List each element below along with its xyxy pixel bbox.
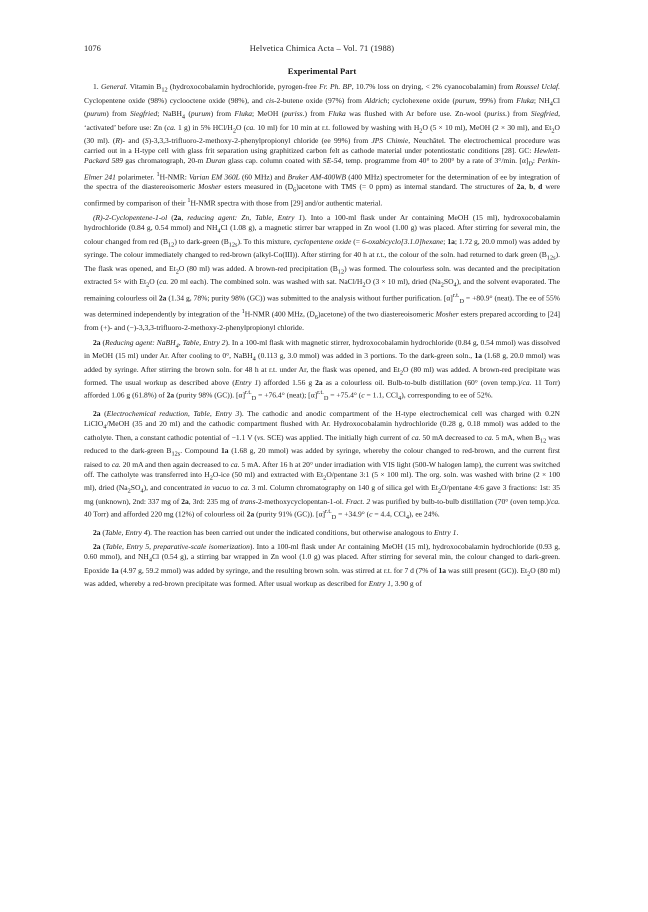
- section-title: Experimental Part: [287, 66, 357, 76]
- body-text: [84, 82, 560, 589]
- paragraph-entry-1: (R)-2-Cyclopentene-1-ol (2a, reducing agent: Zn, Table, Entry 1). Into a 100-ml flask under Ar containing MeOH (15 ml), hydroxocobalamin hydrochloride (0.84 g, 0.54 mmol) and $NH_4Cl$ (1.08 g), a magnetic stirrer bar wrapped in Zn wool (1.00 g) was placed. After stirring for several min, the colour changed from red $(B_{12})$ to dark-green $(B_{12s})$. To this mixture, cyclopentene oxide (= 6-oxabicyclo[3.1.0]hexane; 1a; 1.72 g, 20.0 mmol) was added by syringe. The colour immediately changed to red-brown (alkyl-Co(III)). After stirring for 40 h at r.t., the colour of the soln. had returned to dark green $(B_{12s})$. The flask was opened, and $Et_2O$ (80 ml) was added. A brown-red precipitation $(B_{12})$ was formed. The colourless soln. was decanted and the precipitation extracted 5× with $Et_2O$ (ca. 20 ml each). The combined soln. was washed with sat. NaCl/$H_2O$ (3 × 10 ml), dried $(Na_2SO_4)$, and the solvent evaporated. The remaining colourless oil 2a (1.34 g, 78%; purity 98% (GC)) was submitted to the analysis without further purification. $[\alpha]^{r.t.}_D = +80.9^\circ$ (neat). The ee of 55% was determined independently by integration of the $^1$H-NMR (400 MHz, $(D_6)acetone$) of the two diastereoisomeric Mosher esters prepared according to [24] from (+)- and (−)-3,3,3-trifluoro-2-methoxy-2-phenylpropionyl chloride.: [84, 213, 561, 332]
- paragraph-entry-4: 2a (Table, Entry 4). The reaction has been carried out under the indicated conditions, but otherwise analogous to Entry 1.: [93, 527, 459, 537]
- journal-title: Helvetica Chimica Acta – Vol. 71 (1988): [249, 44, 395, 53]
- paragraph-entry-3: 2a (Electrochemical reduction, Table, Entry 3). The cathodic and anodic compartment of the H-type electrochemical cell was charged with 0.2N LiClO$_4$/MeOH (35 and 20 ml) and the cathodic compartment flushed with Ar. Hydroxocobalamin hydrochloride (0.28 g, 0.18 mmol) was added to the catholyte. Then, a constant cathodic potential of −1.1 V (vs. SCE) was applied. The initially high current of ca. 50 mA decreased to ca. 5 mA, when $B_{12}$ was reduced to the dark-green $B_{12s}$. Compound 1a (1.68 g, 20 mmol) was added by syringe, whereby the colour changed to red-brown, and the current first raised to ca. 20 mA and then again decreased to ca. 5 mA. After 16 h at 20° under irradiation with VIS light (500-W halogen lamp), the current was switched off. The catholyte was transferred into $H_2O$-ice (50 ml) and extracted with $Et_2O$/pentane 3:1 (5 × 100 ml). The org. soln. was washed with brine (2 × 100 ml), dried $(Na_2SO_4)$, and concentrated in vacuo to ca. 3 ml. Column chromatography on 140 g of silica gel with $Et_2O$/pentane 4:6 gave 3 fractions: 1st: 35 mg (unknown), 2nd: 337 mg of 2a, 3rd: 235 mg of trans-2-methoxycyclopentan-1-ol. Fract. 2 was purified by bulb-to-bulb distillation (70° (oven temp.)/ca. 40 Torr) and afforded 220 mg (12%) of colourless oil 2a (purity 91% (GC)). $[\alpha]^{r.t.}_D = +34.9^\circ$ (c = 4.4, CCl$_4$), ee 24%.: [84, 408, 561, 521]
- paragraph-general: 1. General. Vitamin $B_{12}$ (hydroxocobalamin hydrochloride, pyrogen-free Fr. Ph. BP, 10.7% loss on drying, < 2% cyanocobalamin) from Roussel Uclaf. Cyclopentene oxide (98%) cyclooctene oxide (98%), and cis-2-butene oxide (97%) from Aldrich; cyclohexene oxide (purum, 99%) from Fluka; $NH_4Cl$ (purum) from Siegfried; NaBH$_4$ (purum) from Fluka; MeOH (puriss.) from Fluka was flushed with Ar before use. Zn-wool (puriss.) from Siegfried, ‘activated’ before use: Zn (ca. 1 g) in 5% HCl/$H_2O$ (ca. 10 ml) for 10 min at r.t. followed by washing with $H_2O$ (5 × 10 ml), MeOH (2 × 30 ml), and $Et_2O$ (30 ml). (R)- and (S)-3,3,3-trifluoro-2-methoxy-2-phenylpropionyl chloride (ee 99%) from JPS Chimie, Neuchâtel. The electrochemical procedure was carried out in a H-type cell with glass frit separation using graphitized carbon felt as cathode material under potentiostatic conditions [28]. GC: Hewlett-Packard 589 gas chromatograph, 20-m Duran glass cap. column coated with SE-54, temp. programme from 40° to 200° by a rate of 3°/min. $[\alpha]_D$: Perkin-Elmer 241 polarimeter. $^1$H-NMR: Varian EM 360L (60 MHz) and Bruker AM-400WB (400 MHz) spectrometer for the determination of ee by integration of the spectra of the diastereoisomeric Mosher esters measured in $(D_6)acetone$ with TMS (= 0 ppm) as internal standard. The structures of 2a, b, d were confirmed by comparison of their $^1$H-NMR spectra with those from [29] and/or authentic material.: [84, 82, 560, 208]
- page-number: 1076: [84, 44, 101, 53]
- paragraph-entry-5: 2a (Table, Entry 5, preparative-scale isomerization). Into a 100-ml flask under Ar containing MeOH (15 ml), hydroxocobalamin hydrochloride (0.93 g, 0.60 mmol), and $NH_4Cl$ (0.54 g), a stirring bar wrapped in Zn wool (1.0 g) was placed. After stirring for several min, the colour changed to dark-green. Epoxide 1a (4.97 g, 59.2 mmol) was added by syringe, and the resulting brown soln. was stirred at r.t. for 7 d (7% of 1a was still present (GC)). $Et_2O$ (80 ml) was added, whereby a red-brown precipitate was formed. After usual workup as described for Entry 1, 3.90 g of: [84, 542, 561, 589]
- journal-page: [84, 44, 560, 594]
- running-header: [84, 44, 560, 58]
- paragraph-entry-2: 2a (Reducing agent: NaBH$_4$, Table, Entry 2). In a 100-ml flask with magnetic stirrer, hydroxocobalamin hydrochloride (0.84 g, 0.54 mmol) was dissolved in MeOH (15 ml) under Ar. After cooling to 0°, NaBH$_4$ (0.113 g, 3.0 mmol) was added in 3 portions. To the dark-green soln., 1a (1.68 g, 20.0 mmol) was added by syringe. After stirring the brown soln. for 48 h at r.t. under Ar, the flask was opened, and $Et_2O$ (80 ml) was added. A brown-red precipitate was formed. The usual workup as described above (Entry 1) afforded 1.56 g 2a as a colourless oil. Bulb-to-bulb distillation (60° (oven temp.)/ca. 11 Torr) afforded 1.06 g (61.8%) of 2a (purity 98% (GC)). $[\alpha]^{r.t.}_D = +76.4^\circ$ (neat); $[\alpha]^{r.t.}_D = +75.4^\circ$ (c = 1.1, CCl$_4$), corresponding to ee of 52%.: [84, 337, 560, 403]
